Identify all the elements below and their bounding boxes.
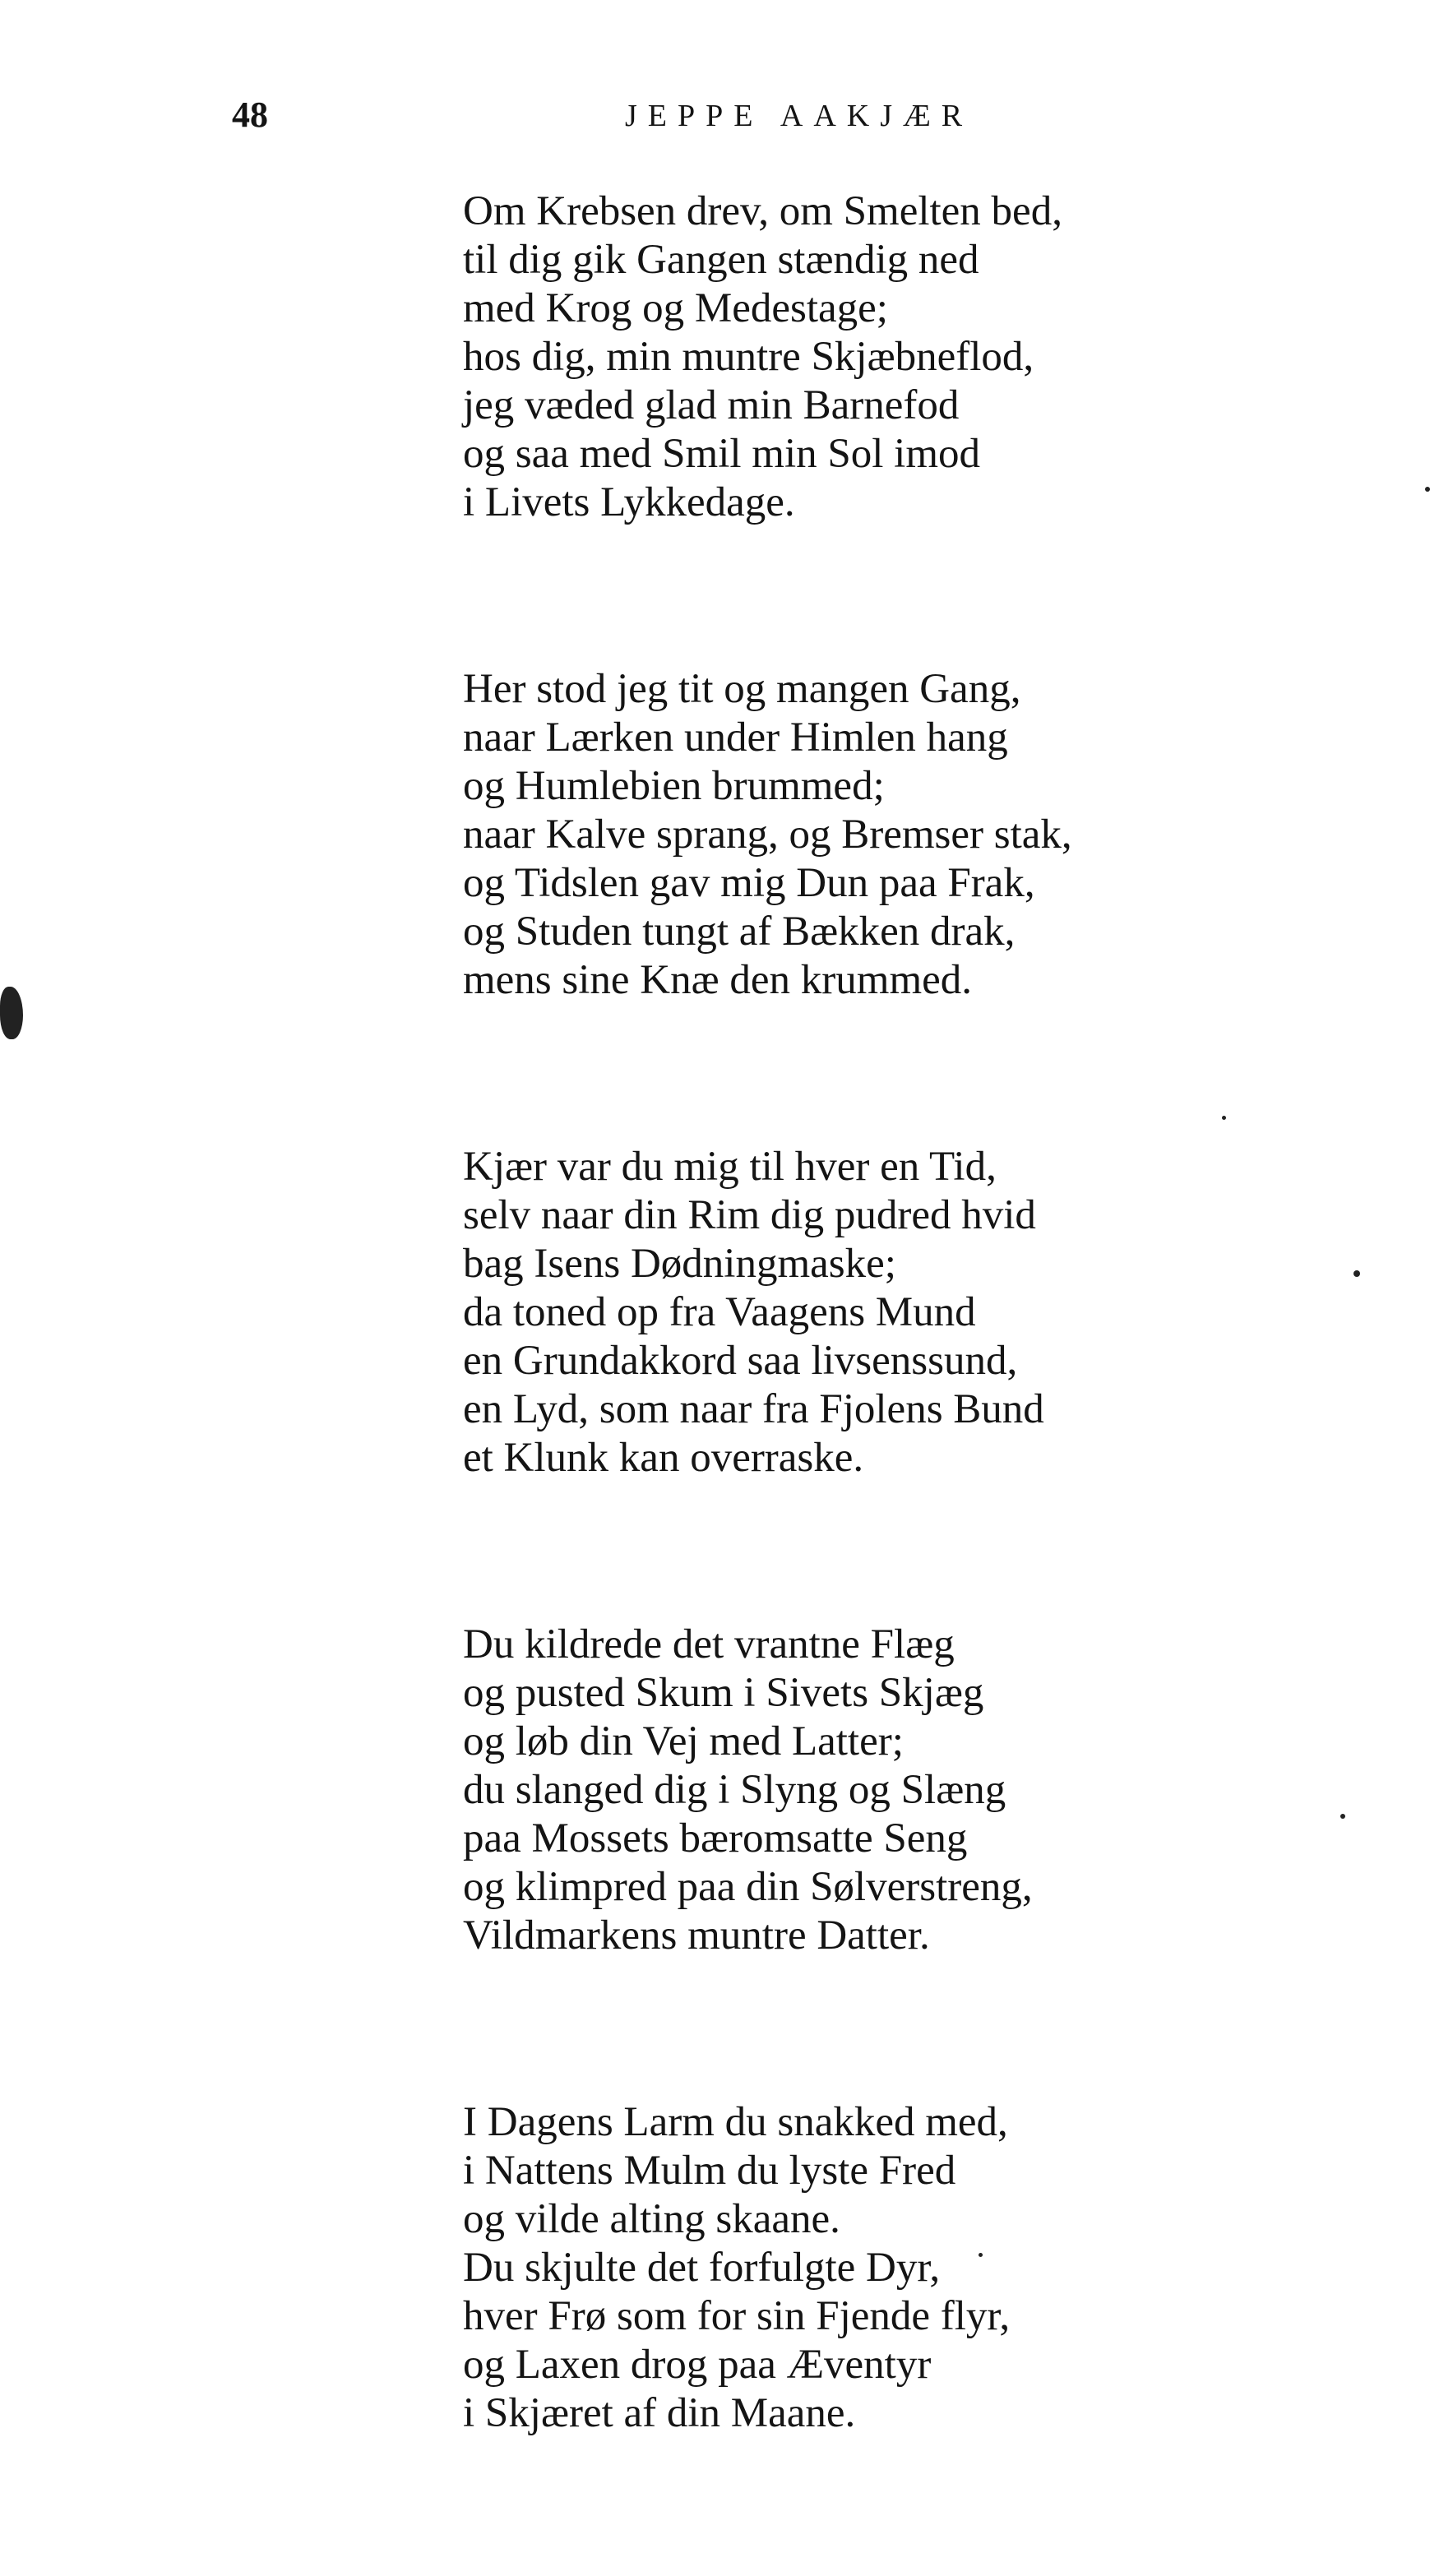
poem-line: i Nattens Mulm du lyste Fred [463, 2148, 956, 2194]
poem-line: Her stod jeg tit og mangen Gang, [463, 666, 1021, 712]
poem-line: og vilde alting skaane. [463, 2196, 840, 2242]
poem-line: naar Kalve sprang, og Bremser stak, [463, 812, 1072, 858]
poem-line: paa Mossets bæromsatte Seng [463, 1815, 968, 1861]
stanza-1 [463, 187, 1409, 527]
poem-line: selv naar din Rim dig pudred hvid [463, 1192, 1036, 1238]
poem-line: naar Lærken under Himlen hang [463, 715, 1008, 761]
poem-line: hos dig, min muntre Skjæbneflod, [463, 334, 1034, 380]
poem-line: og Studen tungt af Bækken drak, [463, 909, 1016, 955]
dust-speck [1353, 1270, 1360, 1277]
poem-line: Du skjulte det forfulgte Dyr, [463, 2245, 941, 2291]
poem-line: i Livets Lykkedage. [463, 479, 795, 525]
poem-line: en Lyd, som naar fra Fjolens Bund [463, 1386, 1044, 1432]
dust-speck [1340, 1814, 1345, 1819]
poem-line: Vildmarkens muntre Datter. [463, 1912, 930, 1959]
stanza-5 [463, 2098, 1409, 2438]
poem-line: og pusted Skum i Sivets Skjæg [463, 1670, 984, 1716]
poem-line: og klimpred paa din Sølverstreng, [463, 1864, 1033, 1910]
poem-line: en Grundakkord saa livsenssund, [463, 1338, 1018, 1384]
running-head: JEPPE AAKJÆR [625, 99, 974, 133]
poem [463, 187, 1409, 2576]
poem-line: med Krog og Medestage; [463, 285, 888, 331]
poem-line: I Dagens Larm du snakked med, [463, 2099, 1008, 2145]
poem-line: jeg væded glad min Barnefod [463, 382, 960, 428]
poem-line: bag Isens Dødningmaske; [463, 1241, 896, 1287]
poem-line: hver Frø som for sin Fjende flyr, [463, 2293, 1011, 2339]
stanza-3 [463, 1143, 1409, 1482]
dust-speck [979, 2253, 983, 2257]
poem-line: Du kildrede det vrantne Flæg [463, 1621, 955, 1667]
poem-line: og løb din Vej med Latter; [463, 1718, 904, 1764]
poem-line: du slanged dig i Slyng og Slæng [463, 1767, 1006, 1813]
poem-line: Kjær var du mig til hver en Tid, [463, 1144, 997, 1190]
poem-line: da toned op fra Vaagens Mund [463, 1289, 976, 1335]
poem-line: og Humlebien brummed; [463, 763, 885, 809]
dust-speck [1222, 1116, 1226, 1120]
dust-speck [1425, 487, 1430, 492]
poem-line: til dig gik Gangen stændig ned [463, 237, 979, 283]
poem-line: Om Krebsen drev, om Smelten bed, [463, 188, 1062, 234]
poem-line: i Skjæret af din Maane. [463, 2390, 856, 2436]
poem-line: og Laxen drog paa Æventyr [463, 2342, 932, 2388]
poem-line: mens sine Knæ den krummed. [463, 957, 972, 1003]
poem-line: og Tidslen gav mig Dun paa Frak, [463, 860, 1035, 906]
poem-line: og saa med Smil min Sol imod [463, 431, 981, 477]
page-number: 48 [232, 95, 268, 135]
stanza-2 [463, 665, 1409, 1005]
stanza-4 [463, 1621, 1409, 1960]
ink-blot [0, 987, 23, 1039]
poem-line: et Klunk kan overraske. [463, 1435, 864, 1481]
